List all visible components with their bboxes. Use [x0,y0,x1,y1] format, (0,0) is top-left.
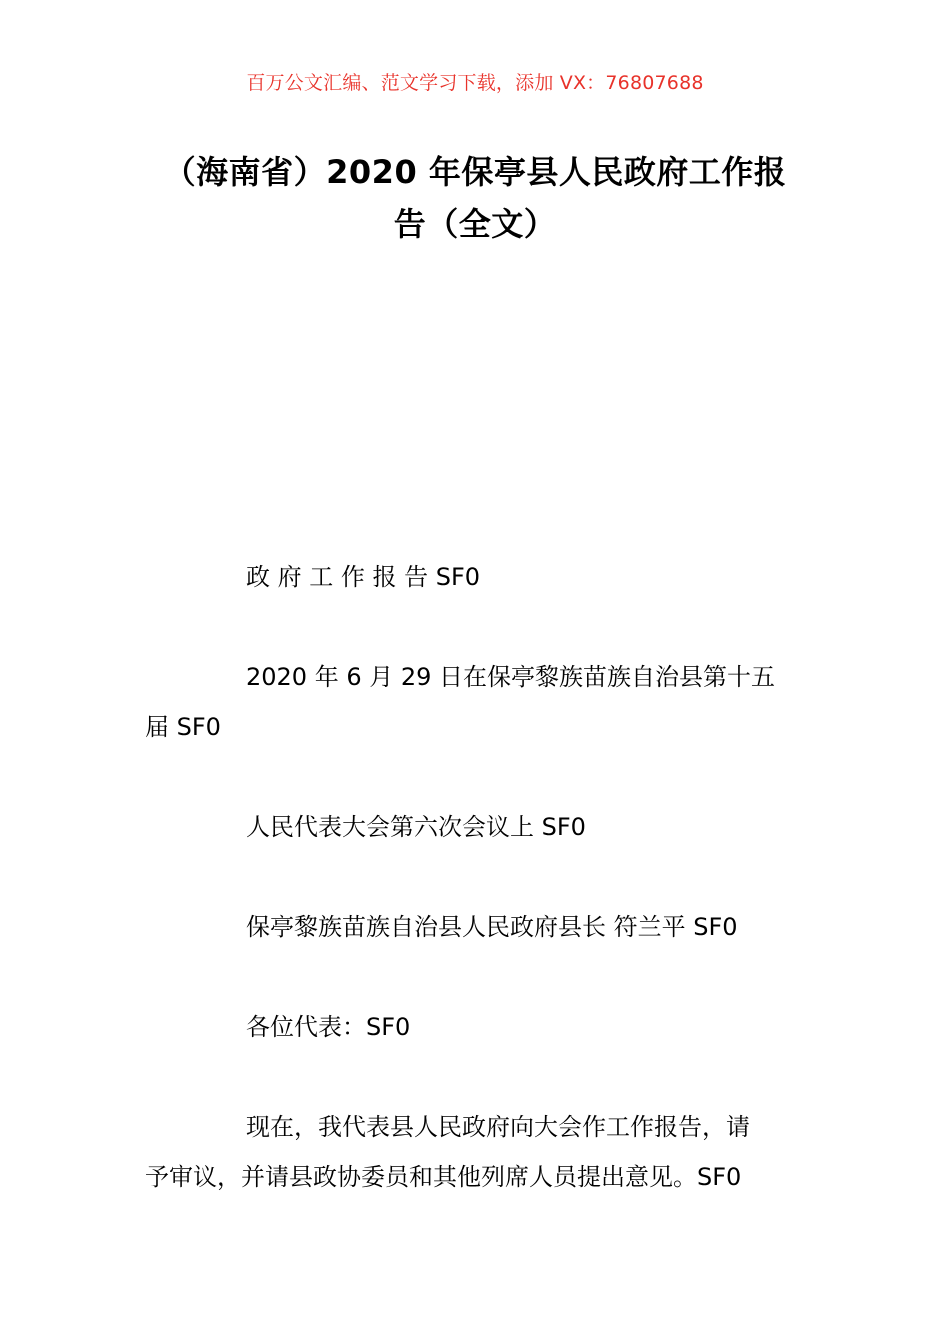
paragraph-report-heading [145,552,810,602]
document-title [140,146,810,250]
paragraph-opening [145,1102,810,1202]
paragraph-date [145,652,810,752]
paragraph-line: 各位代表：SF0 [246,1013,411,1041]
paragraph-line: 政 府 工 作 报 告 SF0 [246,563,481,591]
title-line-2: 告（全文） [393,205,557,243]
paragraph-line: 2020 年 6 月 29 日在保亭黎族苗族自治县第十五 [246,663,776,691]
document-body [145,552,810,1252]
paragraph-line: 保亭黎族苗族自治县人民政府县长 符兰平 SF0 [246,913,738,941]
paragraph-speaker [145,902,810,952]
header-note: 百万公文汇编、范文学习下载，添加 VX：76807688 [246,72,704,94]
paragraph-line: 届 SF0 [145,713,221,741]
paragraph-line: 现在，我代表县人民政府向大会作工作报告，请 [246,1113,750,1141]
paragraph-line: 人民代表大会第六次会议上 SF0 [246,813,586,841]
title-line-1: （海南省）2020 年保亭县人民政府工作报 [163,153,787,191]
paragraph-line: 予审议，并请县政协委员和其他列席人员提出意见。SF0 [145,1163,742,1191]
paragraph-salutation [145,1002,810,1052]
paragraph-congress [145,802,810,852]
